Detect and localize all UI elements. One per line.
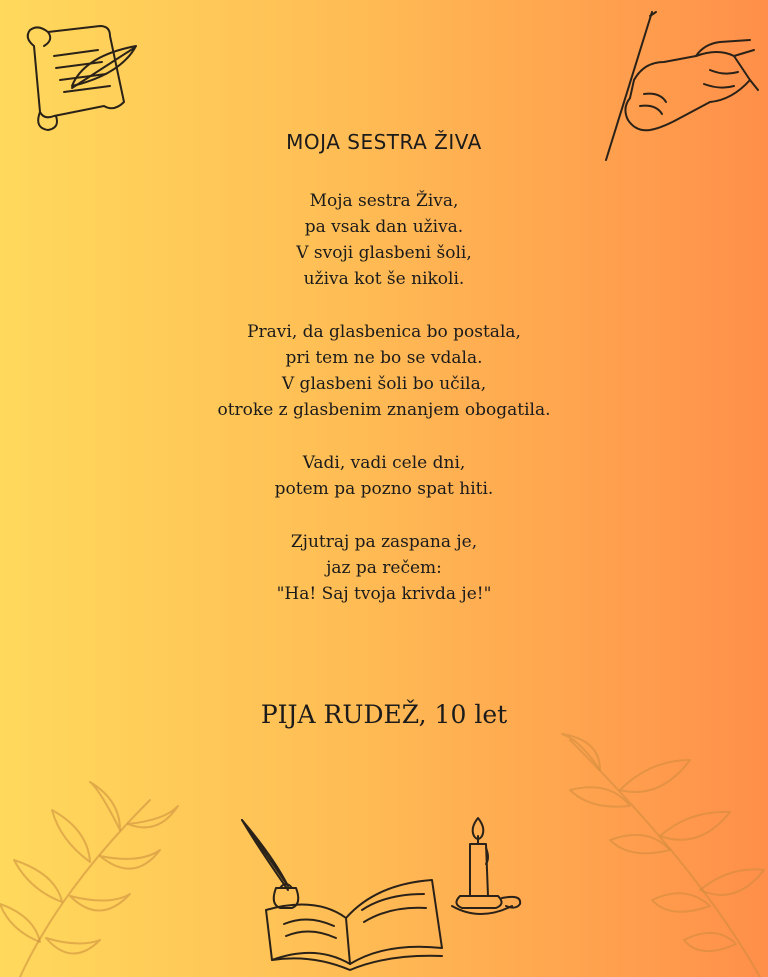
- poem-line: V svoji glasbeni šoli,: [296, 243, 472, 263]
- leaf-branch-icon: [560, 730, 768, 977]
- open-book-with-quill-icon: [236, 814, 446, 974]
- author-signature: PIJA RUDEŽ, 10 let: [260, 700, 508, 729]
- leaf-branch-icon: [0, 780, 180, 977]
- candle-icon: [446, 814, 530, 924]
- poem-stanza: [0, 319, 768, 423]
- poem-line: jaz pa rečem:: [326, 558, 442, 578]
- poem-stanza: [0, 529, 768, 607]
- poem-line: pri tem ne bo se vdala.: [285, 348, 483, 368]
- scroll-and-quill-icon: [14, 16, 144, 136]
- poem-line: "Ha! Saj tvoja krivda je!": [276, 584, 492, 604]
- poem-line: pa vsak dan uživa.: [304, 217, 464, 237]
- poem-stanza: [0, 188, 768, 292]
- poem-line: Vadi, vadi cele dni,: [302, 453, 466, 473]
- poem: [0, 130, 768, 634]
- poem-line: potem pa pozno spat hiti.: [274, 479, 494, 499]
- poem-line: uživa kot še nikoli.: [303, 269, 465, 289]
- poem-line: otroke z glasbenim znanjem obogatila.: [217, 400, 551, 420]
- poem-line: Zjutraj pa zaspana je,: [290, 532, 478, 552]
- poem-line: V glasbeni šoli bo učila,: [281, 374, 487, 394]
- poem-line: Pravi, da glasbenica bo postala,: [247, 322, 521, 342]
- poem-stanza: [0, 450, 768, 502]
- poem-title: MOJA SESTRA ŽIVA: [286, 130, 482, 154]
- poem-line: Moja sestra Živa,: [309, 191, 459, 211]
